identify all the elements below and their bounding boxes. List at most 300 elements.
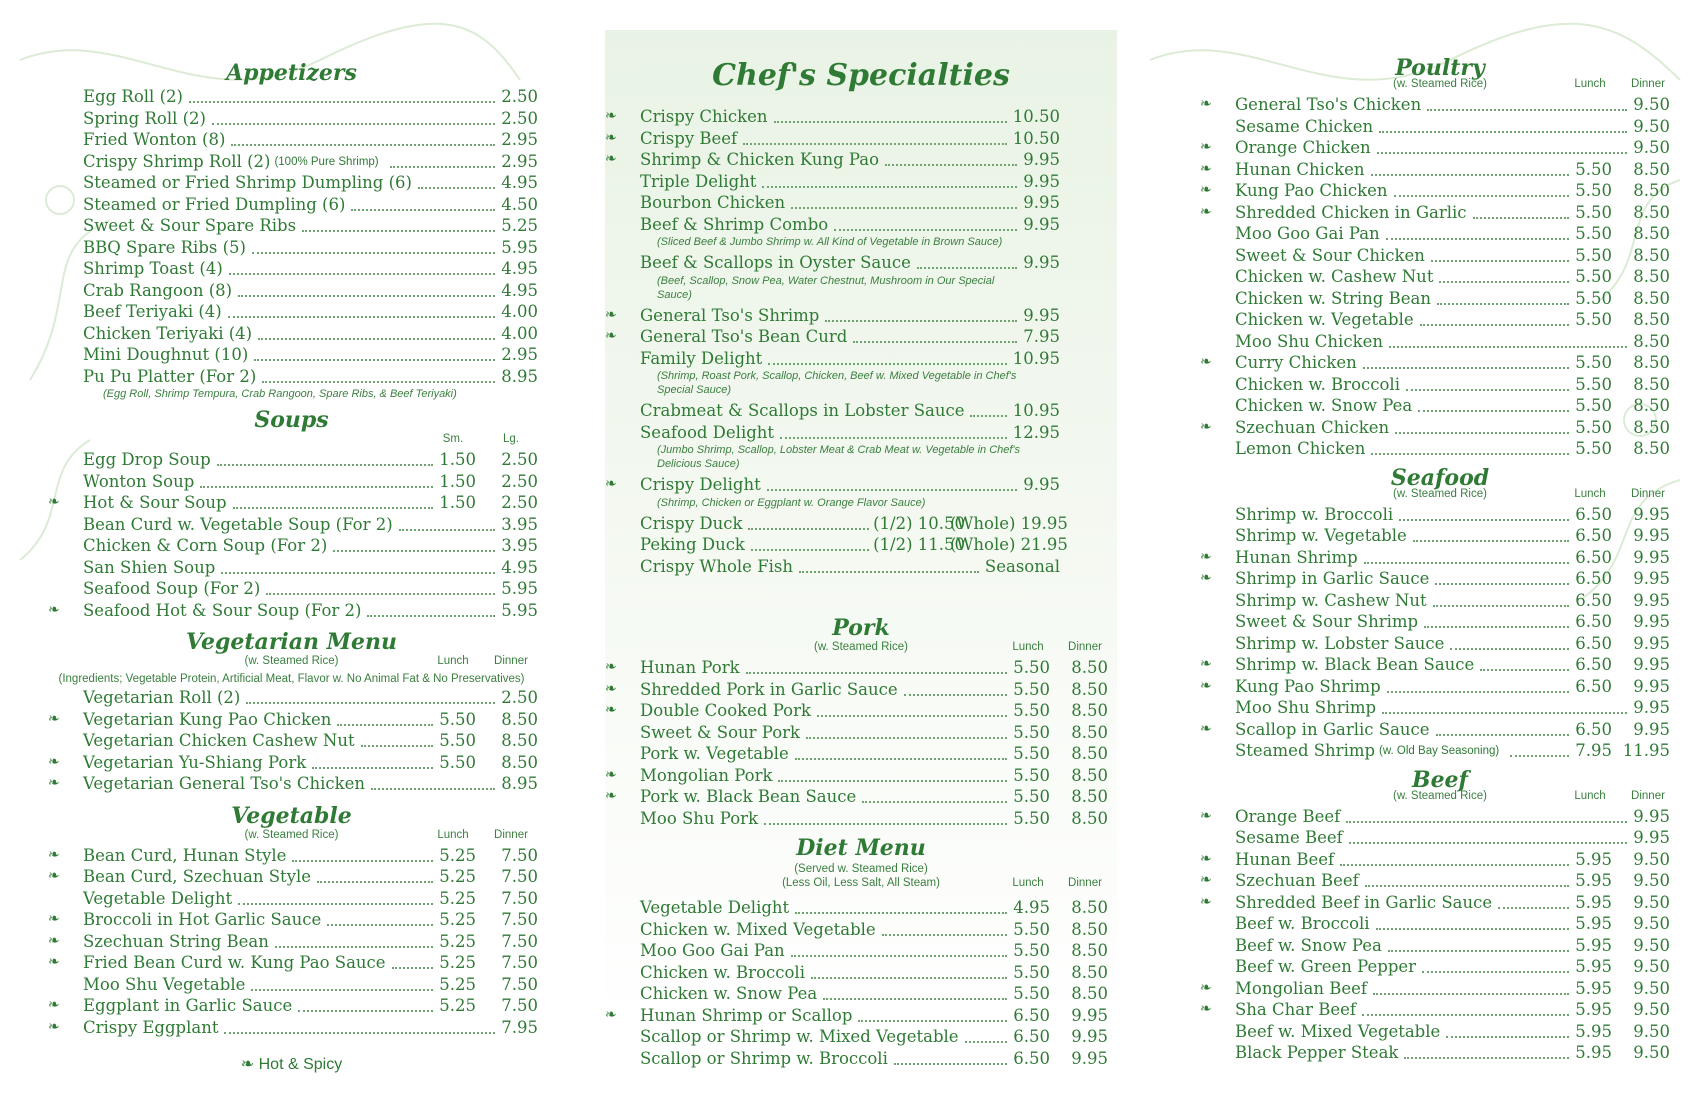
menu-item-name: Orange Chicken xyxy=(1235,138,1371,157)
dot-leader xyxy=(817,713,1007,717)
price-dinner: 7.50 xyxy=(501,996,538,1015)
price-lunch: 5.50 xyxy=(1575,417,1612,437)
price-dinner: 4.95 xyxy=(501,280,538,300)
menu-item xyxy=(1200,956,1680,978)
price-lunch: 5.50 xyxy=(1575,396,1612,415)
menu-item xyxy=(1200,504,1680,526)
price-lunch: 5.50 xyxy=(1013,765,1050,785)
dot-leader xyxy=(1376,926,1570,930)
price-lunch: 5.95 xyxy=(1575,1021,1612,1041)
spicy-icon: ❧ xyxy=(605,151,617,167)
dot-leader xyxy=(1364,560,1570,564)
menu-item-name: Vegetarian Yu-Shiang Pork xyxy=(83,752,307,772)
menu-item xyxy=(48,492,538,514)
menu-item xyxy=(48,888,538,910)
menu-item xyxy=(48,449,538,471)
price-dinner: 5.95 xyxy=(501,579,538,598)
price-dinner: 9.50 xyxy=(1633,1021,1670,1041)
menu-item xyxy=(48,909,538,931)
col-header-lunch: Lunch xyxy=(437,828,469,841)
price-lunch: 1.50 xyxy=(439,471,476,491)
price-lunch: 6.50 xyxy=(1575,676,1612,696)
vegetarian-list xyxy=(48,687,538,795)
price-dinner: 8.50 xyxy=(1071,658,1108,677)
menu-item-name: Crispy Beef xyxy=(640,128,738,148)
price-dinner: 2.50 xyxy=(501,688,538,707)
menu-item-name: Wonton Soup xyxy=(83,471,195,491)
menu-item-name: Hunan Chicken xyxy=(1235,159,1365,179)
menu-item-name: Crispy Duck xyxy=(640,513,743,533)
diet-section xyxy=(605,835,1117,1069)
menu-item xyxy=(48,86,538,108)
price-dinner: 8.50 xyxy=(1071,984,1108,1003)
whole-price: (Whole) 21.95 xyxy=(950,535,1068,554)
appetizers-section xyxy=(48,60,538,401)
col-header-dinner: Dinner xyxy=(494,828,528,841)
menu-item-name: Seafood Soup (For 2) xyxy=(83,579,261,598)
price-lunch: 5.95 xyxy=(1575,914,1612,933)
dot-leader xyxy=(1406,387,1569,391)
menu-item xyxy=(1200,331,1680,353)
menu-item xyxy=(1200,547,1680,569)
dot-leader xyxy=(292,858,433,862)
dot-leader xyxy=(882,932,1008,936)
menu-item-name: Moo Goo Gai Pan xyxy=(640,941,785,960)
price-lunch: 5.50 xyxy=(1575,245,1612,265)
dot-leader xyxy=(811,975,1007,979)
beef-list xyxy=(1200,806,1680,1064)
price-lunch: 5.95 xyxy=(1575,957,1612,976)
menu-item xyxy=(48,931,538,953)
menu-item-name: Moo Shu Chicken xyxy=(1235,331,1383,351)
spicy-icon: ❧ xyxy=(605,306,617,323)
dot-leader xyxy=(1399,517,1569,521)
menu-item xyxy=(605,422,1117,444)
price-dinner: 9.95 xyxy=(1023,150,1060,169)
dot-leader xyxy=(762,184,1017,188)
price-dinner: 9.95 xyxy=(1633,569,1670,588)
price-dinner: 8.50 xyxy=(1633,224,1670,243)
beef-header xyxy=(1200,790,1680,806)
price-lunch: 1.50 xyxy=(439,450,476,469)
menu-item xyxy=(1200,1042,1680,1064)
dot-leader xyxy=(1422,969,1569,973)
menu-item-name: Szechuan Chicken xyxy=(1235,417,1390,437)
spicy-icon: ❧ xyxy=(1200,893,1212,910)
price-lunch: 6.50 xyxy=(1013,1027,1050,1046)
dot-leader xyxy=(1394,193,1570,197)
menu-item xyxy=(1200,202,1680,224)
menu-item-name: Egg Drop Soup xyxy=(83,450,211,469)
price-dinner: 9.50 xyxy=(1633,935,1670,955)
dot-leader xyxy=(1436,732,1570,736)
menu-item xyxy=(48,866,538,888)
menu-item-name: Shrimp w. Black Bean Sauce xyxy=(1235,655,1475,674)
menu-item-name: Chicken w. Mixed Vegetable xyxy=(640,919,876,939)
menu-item-name: Bean Curd, Szechuan Style xyxy=(83,867,312,886)
price-dinner: 5.25 xyxy=(501,216,538,235)
menu-item-name: Vegetarian Chicken Cashew Nut xyxy=(83,731,355,750)
menu-item-name: Crispy Chicken xyxy=(640,107,768,126)
price-dinner: 9.95 xyxy=(1023,171,1060,191)
price-dinner: 9.50 xyxy=(1633,957,1670,976)
dot-leader xyxy=(778,778,1007,782)
spicy-icon: ❧ xyxy=(1200,570,1212,586)
menu-item-name: Shrimp in Garlic Sauce xyxy=(1235,569,1430,588)
price-dinner: 8.50 xyxy=(1633,202,1670,222)
dot-leader xyxy=(399,527,496,531)
menu-item-name: Lemon Chicken xyxy=(1235,439,1366,458)
price-lunch: 7.95 xyxy=(1575,741,1612,760)
price-dinner: 9.95 xyxy=(1023,253,1060,272)
spicy-legend-label: Hot & Spicy xyxy=(258,1056,343,1073)
menu-item xyxy=(1200,309,1680,331)
price-dinner: 9.50 xyxy=(1633,1043,1670,1062)
price-lunch: 5.50 xyxy=(1013,722,1050,742)
dot-leader xyxy=(1389,344,1627,348)
price-lunch: 5.50 xyxy=(1575,288,1612,308)
dot-leader xyxy=(302,228,495,232)
menu-item xyxy=(48,709,538,731)
price-lunch: 5.95 xyxy=(1575,892,1612,912)
dot-leader xyxy=(189,99,495,103)
menu-item xyxy=(1200,611,1680,633)
spicy-icon: ❧ xyxy=(48,932,60,949)
menu-item-name: Orange Beef xyxy=(1235,806,1341,826)
menu-item-name: Vegetable Delight xyxy=(83,888,233,908)
price-dinner: 9.95 xyxy=(1023,305,1060,325)
price-dinner: 9.50 xyxy=(1633,116,1670,136)
price-dinner: 7.95 xyxy=(1023,327,1060,346)
col-header-lunch: Lunch xyxy=(1574,789,1606,802)
price-dinner: 8.50 xyxy=(1071,744,1108,763)
price-dinner: 9.50 xyxy=(1633,892,1670,912)
price-lunch: 6.50 xyxy=(1575,590,1612,610)
menu-item xyxy=(1200,590,1680,612)
dot-leader xyxy=(361,743,434,747)
menu-item xyxy=(1200,978,1680,1000)
menu-item xyxy=(48,514,538,536)
soups-section xyxy=(48,407,538,621)
dot-leader xyxy=(894,1061,1007,1065)
menu-item xyxy=(605,513,1117,535)
price-dinner: 7.50 xyxy=(501,931,538,951)
price-lunch: 5.25 xyxy=(439,888,476,908)
spicy-icon: ❧ xyxy=(1200,720,1212,737)
price-dinner: 4.95 xyxy=(501,557,538,577)
dot-leader xyxy=(767,487,1018,491)
dot-leader xyxy=(298,1008,433,1012)
seafood-section xyxy=(1200,464,1680,762)
menu-item-name: Steamed Shrimp xyxy=(1235,741,1376,760)
dot-leader xyxy=(795,910,1007,914)
col-header-lunch: Lunch xyxy=(1574,487,1606,500)
menu-item xyxy=(48,237,538,259)
menu-item xyxy=(1200,892,1680,914)
col-header-dinner: Dinner xyxy=(1631,487,1665,500)
dot-leader xyxy=(746,670,1008,674)
price-dinner: 8.50 xyxy=(1633,267,1670,286)
menu-item xyxy=(1200,159,1680,181)
menu-item xyxy=(48,301,538,323)
menu-item-name: Crispy Delight xyxy=(640,475,761,494)
menu-item xyxy=(48,535,538,557)
diet-list xyxy=(605,897,1117,1069)
price-lunch: 5.25 xyxy=(439,996,476,1015)
price-lunch: 6.50 xyxy=(1575,612,1612,631)
price-dinner: 4.50 xyxy=(501,194,538,214)
menu-item-name: Mongolian Beef xyxy=(1235,978,1367,998)
menu-item-name: Beef w. Snow Pea xyxy=(1235,935,1382,955)
menu-item xyxy=(605,700,1117,722)
price-dinner: 5.95 xyxy=(501,600,538,620)
menu-item xyxy=(48,687,538,709)
menu-item-note: (Jumbo Shrimp, Scallop, Lobster Meat & Crab Meat w. Vegetable in Chef's Delicious Sauce) xyxy=(657,444,1021,470)
price-lunch: 5.50 xyxy=(1013,744,1050,763)
dot-leader xyxy=(221,570,495,574)
menu-item-name: Chicken w. Vegetable xyxy=(1235,310,1414,329)
menu-item-name: Shredded Pork in Garlic Sauce xyxy=(640,679,898,699)
diet-title: Diet Menu xyxy=(796,835,926,861)
vegetarian-note: (Ingredients; Vegetable Protein, Artificial Meat, Flavor w. No Animal Fat & No Preservatives) xyxy=(58,673,525,685)
menu-item xyxy=(1200,395,1680,417)
price-dinner: 10.95 xyxy=(1012,348,1060,368)
price-dinner: 8.50 xyxy=(1071,898,1108,917)
spicy-icon: ❧ xyxy=(48,494,60,510)
menu-item-name: Shrimp w. Lobster Sauce xyxy=(1235,633,1445,653)
seafood-subtitle: (w. Steamed Rice) xyxy=(1393,487,1487,500)
menu-item-name: General Tso's Chicken xyxy=(1235,95,1422,114)
price-dinner: 5.95 xyxy=(501,237,538,257)
price-dinner: 4.00 xyxy=(501,323,538,343)
dot-leader xyxy=(217,462,434,466)
price-dinner: 7.50 xyxy=(501,953,538,972)
seafood-title: Seafood xyxy=(1390,464,1490,491)
menu-item-name: Vegetable Delight xyxy=(640,898,790,917)
dot-leader xyxy=(743,141,1007,145)
price-lunch: 6.50 xyxy=(1575,655,1612,674)
col-header-lunch: Lunch xyxy=(1012,877,1044,889)
menu-item xyxy=(1200,223,1680,245)
menu-item-name: Shrimp w. Broccoli xyxy=(1235,504,1394,524)
menu-item-name: Shrimp w. Cashew Nut xyxy=(1235,590,1427,610)
right-column xyxy=(1200,30,1680,1064)
spicy-icon: ❧ xyxy=(605,476,617,492)
dot-leader xyxy=(751,547,869,551)
menu-item-name: Szechuan Beef xyxy=(1235,871,1359,890)
price-dinner: 8.50 xyxy=(1633,417,1670,437)
dot-leader xyxy=(970,413,1006,417)
dot-leader xyxy=(1437,301,1569,305)
diet-header xyxy=(605,877,1117,893)
menu-item-name: Beef Teriyaki (4) xyxy=(83,302,222,321)
menu-item-name: Seafood Delight xyxy=(640,422,775,442)
menu-item xyxy=(1200,697,1680,719)
menu-item-note: (Beef, Scallop, Snow Pea, Water Chestnut, Mushroom in Our Special Sauce) xyxy=(657,274,995,301)
menu-item-name: Bourbon Chicken xyxy=(640,193,786,212)
price-dinner: 9.95 xyxy=(1633,719,1670,739)
price-lunch: 5.50 xyxy=(1575,181,1612,200)
price-dinner: 4.00 xyxy=(501,302,538,321)
menu-item xyxy=(605,919,1117,941)
dot-leader xyxy=(258,336,495,340)
menu-item-note: (Shrimp, Roast Pork, Scallop, Chicken, Beef w. Mixed Vegetable in Chef's Special Sauce) xyxy=(657,370,1017,396)
menu-item xyxy=(1200,913,1680,935)
dot-leader xyxy=(238,293,495,297)
price-lunch: 6.50 xyxy=(1575,719,1612,739)
price-dinner: 9.50 xyxy=(1633,1000,1670,1019)
menu-item xyxy=(1200,417,1680,439)
price-lunch: 5.50 xyxy=(1013,919,1050,939)
dot-leader xyxy=(834,227,1017,231)
menu-item xyxy=(1200,719,1680,741)
price-dinner: 9.95 xyxy=(1071,1005,1108,1025)
diet-subtitle-2: (Less Oil, Less Salt, All Steam) xyxy=(782,877,940,889)
dot-leader xyxy=(251,987,433,991)
spicy-icon: ❧ xyxy=(1200,160,1212,177)
menu-item xyxy=(48,773,538,795)
dot-leader xyxy=(1362,1012,1569,1016)
price-lunch: 6.50 xyxy=(1013,1048,1050,1068)
menu-item-name: Vegetarian General Tso's Chicken xyxy=(83,774,366,793)
menu-item xyxy=(1200,94,1680,116)
dot-leader xyxy=(1413,538,1569,542)
menu-item xyxy=(48,471,538,493)
menu-item xyxy=(605,765,1117,787)
price-dinner: 9.95 xyxy=(1633,633,1670,653)
dot-leader xyxy=(806,735,1007,739)
price-dinner: 9.95 xyxy=(1071,1048,1108,1068)
price-dinner: 9.50 xyxy=(1633,138,1670,157)
price-dinner: 2.50 xyxy=(501,450,538,469)
middle-column xyxy=(605,30,1117,1068)
poultry-section xyxy=(1200,55,1680,460)
menu-item-name: Hunan Pork xyxy=(640,658,740,677)
dot-leader xyxy=(228,314,496,318)
price-dinner: 9.95 xyxy=(1023,193,1060,212)
col-header-dinner: Dinner xyxy=(1631,789,1665,802)
menu-item xyxy=(1200,116,1680,138)
menu-item-name: Fried Bean Curd w. Kung Pao Sauce xyxy=(83,953,386,972)
menu-item xyxy=(1200,935,1680,957)
spicy-icon: ❧ xyxy=(605,1006,617,1023)
menu-item-name: Sweet & Sour Chicken xyxy=(1235,245,1425,265)
spicy-icon: ❧ xyxy=(605,766,617,783)
menu-item-name: San Shien Soup xyxy=(83,557,216,577)
price-lunch: 5.95 xyxy=(1575,871,1612,890)
menu-item-name: Vegetarian Kung Pao Chicken xyxy=(83,709,332,729)
dot-leader xyxy=(246,700,495,704)
poultry-header xyxy=(1200,78,1680,94)
price-lunch: 5.25 xyxy=(439,867,476,886)
pork-title: Pork xyxy=(832,615,890,641)
menu-item xyxy=(1200,870,1680,892)
menu-item xyxy=(605,743,1117,765)
vegetable-subtitle: (w. Steamed Rice) xyxy=(244,828,339,841)
menu-item xyxy=(48,215,538,237)
price-dinner: 11.95 xyxy=(1622,741,1670,760)
price-dinner: 7.95 xyxy=(501,1017,538,1037)
dot-leader xyxy=(224,1030,495,1034)
vegetable-section xyxy=(48,802,538,1039)
appetizers-list xyxy=(48,86,538,401)
menu-item xyxy=(1200,827,1680,849)
menu-item-name: Sesame Beef xyxy=(1235,828,1343,847)
spicy-icon: ❧ xyxy=(48,868,60,884)
menu-item-name: Broccoli in Hot Garlic Sauce xyxy=(83,910,322,929)
price-lunch: 5.50 xyxy=(1575,374,1612,394)
price-dinner: 9.95 xyxy=(1071,1027,1108,1046)
menu-item xyxy=(605,983,1117,1005)
menu-item-name: Hunan Beef xyxy=(1235,849,1335,869)
dot-leader xyxy=(1365,883,1570,887)
soups-list xyxy=(48,449,538,621)
menu-item-detail: (w. Old Bay Seasoning) xyxy=(1379,745,1500,757)
menu-item-name: Beef w. Green Pepper xyxy=(1235,957,1417,976)
price-lunch: 5.50 xyxy=(1575,224,1612,243)
dot-leader xyxy=(1427,107,1627,111)
menu-item xyxy=(48,129,538,151)
price-lunch: 5.50 xyxy=(439,709,476,729)
menu-item-name: Sweet & Sour Shrimp xyxy=(1235,612,1419,631)
price-dinner: 10.50 xyxy=(1012,107,1060,126)
dot-leader xyxy=(1431,258,1569,262)
menu-item xyxy=(605,897,1117,919)
price-dinner: 3.95 xyxy=(501,536,538,555)
vegetable-list xyxy=(48,845,538,1039)
spicy-icon: ❧ xyxy=(48,753,60,770)
menu-item-note: (Sliced Beef & Jumbo Shrimp w. All Kind of Vegetable in Brown Sauce) xyxy=(657,236,1003,248)
menu-item xyxy=(605,657,1117,679)
menu-item xyxy=(48,151,538,173)
menu-item-name: Scallop or Shrimp w. Mixed Vegetable xyxy=(640,1027,959,1046)
dot-leader xyxy=(1418,408,1569,412)
dot-leader xyxy=(1404,1055,1569,1059)
price-dinner: 2.95 xyxy=(501,345,538,364)
menu-item-name: Chicken w. String Bean xyxy=(1235,288,1431,308)
price-dinner: 9.50 xyxy=(1633,914,1670,933)
price-lunch: 5.50 xyxy=(1575,159,1612,179)
price-lunch: 5.25 xyxy=(439,953,476,972)
price-lunch: 5.50 xyxy=(1013,941,1050,960)
price-dinner: 9.95 xyxy=(1633,504,1670,524)
menu-item xyxy=(1200,180,1680,202)
poultry-list xyxy=(1200,94,1680,460)
price-lunch: 5.50 xyxy=(1013,658,1050,677)
price-lunch: 6.50 xyxy=(1575,526,1612,545)
menu-item xyxy=(1200,806,1680,828)
menu-item-name: Crispy Eggplant xyxy=(83,1017,219,1037)
menu-item-name: Chicken w. Broccoli xyxy=(640,962,805,982)
spicy-icon: ❧ xyxy=(48,775,60,791)
dot-leader xyxy=(917,265,1017,269)
price-dinner: 7.50 xyxy=(501,845,538,865)
half-price: (1/2) 10.50 xyxy=(873,513,965,533)
menu-item xyxy=(605,348,1117,370)
dot-leader xyxy=(317,879,433,883)
price-dinner: 3.95 xyxy=(501,514,538,534)
menu-item xyxy=(605,400,1117,422)
price-dinner: 4.95 xyxy=(501,259,538,278)
menu-item-name: Curry Chicken xyxy=(1235,353,1357,372)
menu-item xyxy=(605,252,1117,274)
dot-leader xyxy=(823,996,1007,1000)
menu-item-name: Bean Curd w. Vegetable Soup (For 2) xyxy=(83,514,393,534)
price-dinner: 9.95 xyxy=(1633,698,1670,717)
price-lunch: 5.95 xyxy=(1575,1043,1612,1062)
menu-item-name: Chicken & Corn Soup (For 2) xyxy=(83,536,328,555)
dot-leader xyxy=(275,944,433,948)
